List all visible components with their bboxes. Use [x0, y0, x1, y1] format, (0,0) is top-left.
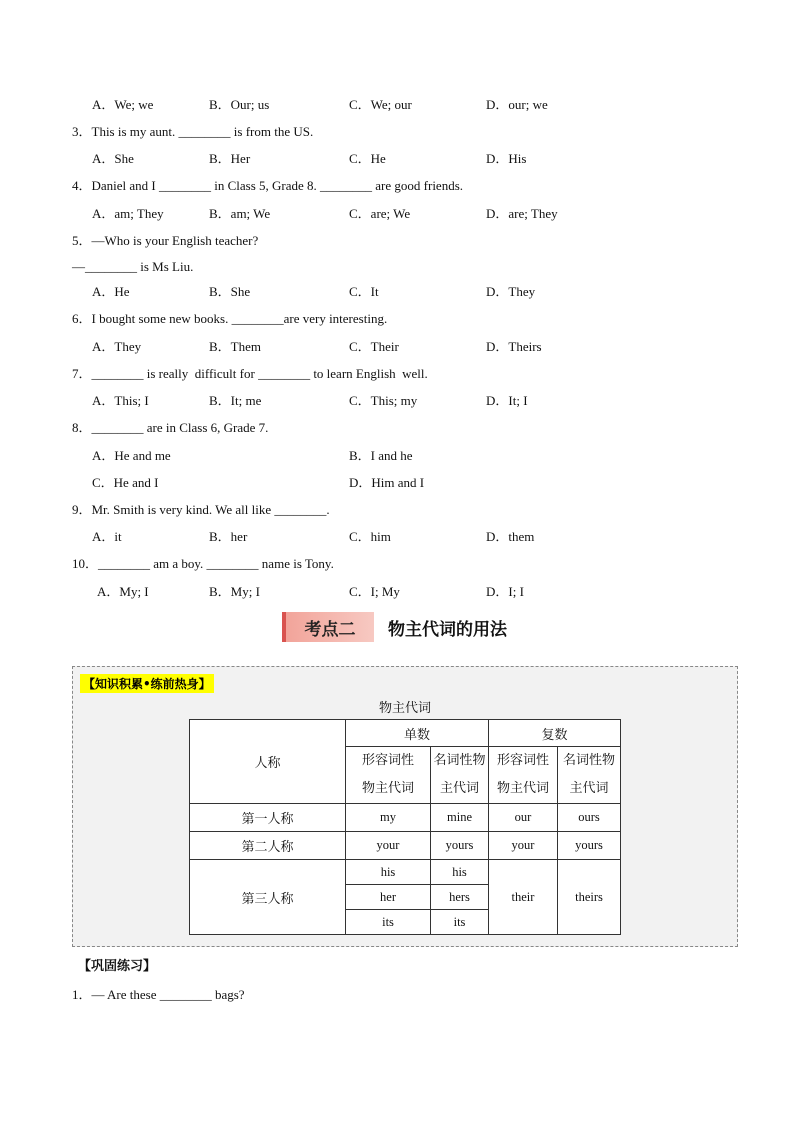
option-c: C．This; my [349, 393, 418, 408]
header-line: 主代词 [569, 781, 609, 796]
question-6-stem: 6．I bought some new books. ________are very interesting. [72, 311, 388, 326]
table-cell: his [431, 860, 489, 885]
header-line: 物主代词 [496, 781, 549, 796]
table-cell: its [431, 910, 489, 935]
table-cell: my [346, 804, 431, 832]
table-cell: her [346, 885, 431, 910]
header-line: 形容词性 [361, 753, 414, 768]
option-d: D．His [486, 151, 527, 166]
option-d: D．them [486, 529, 535, 544]
header-sg-adjective [346, 747, 431, 804]
header-sg-noun [431, 747, 489, 804]
practice-question-1: 1．— Are these ________ bags? [72, 987, 245, 1002]
option-c: C．Their [349, 339, 399, 354]
header-singular: 单数 [346, 720, 489, 747]
header-line: 物主代词 [361, 781, 414, 796]
table-cell: his [346, 860, 431, 885]
table-cell: our [489, 804, 558, 832]
option-c: C．are; We [349, 206, 411, 221]
header-line: 主代词 [439, 781, 479, 796]
table-cell: theirs [558, 860, 621, 935]
option-b: B．Her [209, 151, 251, 166]
table-row [190, 860, 621, 885]
question-7-stem: 7．________ is really difficult for ________ to learn English well. [72, 366, 428, 381]
possessive-pronoun-table [189, 719, 621, 935]
option-c: C．I; My [349, 584, 400, 599]
option-c: C．him [349, 529, 391, 544]
table-cell: its [346, 910, 431, 935]
table-row [190, 804, 621, 832]
table-cell: mine [431, 804, 489, 832]
table-cell: yours [558, 832, 621, 860]
option-b: B．I and he [349, 448, 413, 463]
option-d: D．our; we [486, 97, 548, 112]
question-9-stem: 9．Mr. Smith is very kind. We all like ________. [72, 502, 330, 517]
option-c: C．He [349, 151, 386, 166]
option-b: B．She [209, 284, 251, 299]
question-3-stem: 3．This is my aunt. ________ is from the US. [72, 124, 314, 139]
option-c: C．We; our [349, 97, 412, 112]
section-title: 物主代词的用法 [388, 619, 507, 640]
section-badge: 考点二 [282, 612, 374, 642]
table-cell: yours [431, 832, 489, 860]
table-title: 物主代词 [378, 701, 431, 716]
row-label: 第一人称 [190, 804, 346, 832]
row-label: 第二人称 [190, 832, 346, 860]
option-a: A．He [92, 284, 130, 299]
option-a: A．My; I [97, 584, 149, 599]
option-d: D．I; I [486, 584, 524, 599]
header-person: 人称 [190, 720, 346, 804]
section-banner [282, 612, 507, 642]
option-d: D．Theirs [486, 339, 542, 354]
option-d: D．They [486, 284, 536, 299]
option-b: B．It; me [209, 393, 262, 408]
question-5-answer-line: —________ is Ms Liu. [72, 259, 194, 274]
knowledge-tag: 【知识积累•练前热身】 [80, 674, 214, 693]
header-plural: 复数 [489, 720, 621, 747]
practice-heading: 【巩固练习】 [78, 959, 157, 974]
option-d: D．It; I [486, 393, 528, 408]
header-pl-noun [558, 747, 621, 804]
option-b: B．My; I [209, 584, 260, 599]
option-a: A．She [92, 151, 134, 166]
option-c: C．He and I [92, 475, 159, 490]
header-pl-adjective [489, 747, 558, 804]
option-a: A．They [92, 339, 142, 354]
option-b: B．Our; us [209, 97, 270, 112]
option-b: B．Them [209, 339, 261, 354]
question-5-stem: 5．—Who is your English teacher? [72, 233, 259, 248]
option-b: B．her [209, 529, 248, 544]
row-label: 第三人称 [190, 860, 346, 935]
table-row [190, 832, 621, 860]
table-cell: your [489, 832, 558, 860]
option-d: D．Him and I [349, 475, 425, 490]
question-10-stem: 10．________ am a boy. ________ name is Tony. [72, 556, 334, 571]
option-d: D．are; They [486, 206, 558, 221]
table-cell: ours [558, 804, 621, 832]
header-line: 形容词性 [496, 753, 549, 768]
option-a: A．We; we [92, 97, 154, 112]
option-a: A．am; They [92, 206, 164, 221]
question-4-stem: 4．Daniel and I ________ in Class 5, Grade 8. ________ are good friends. [72, 178, 464, 193]
question-8-stem: 8．________ are in Class 6, Grade 7. [72, 420, 269, 435]
option-a: A．He and me [92, 448, 171, 463]
option-c: C．It [349, 284, 379, 299]
option-b: B．am; We [209, 206, 271, 221]
option-a: A．it [92, 529, 122, 544]
header-line: 名词性物 [433, 753, 486, 768]
option-a: A．This; I [92, 393, 149, 408]
table-cell: your [346, 832, 431, 860]
table-cell: hers [431, 885, 489, 910]
table-cell: their [489, 860, 558, 935]
header-line: 名词性物 [562, 753, 615, 768]
